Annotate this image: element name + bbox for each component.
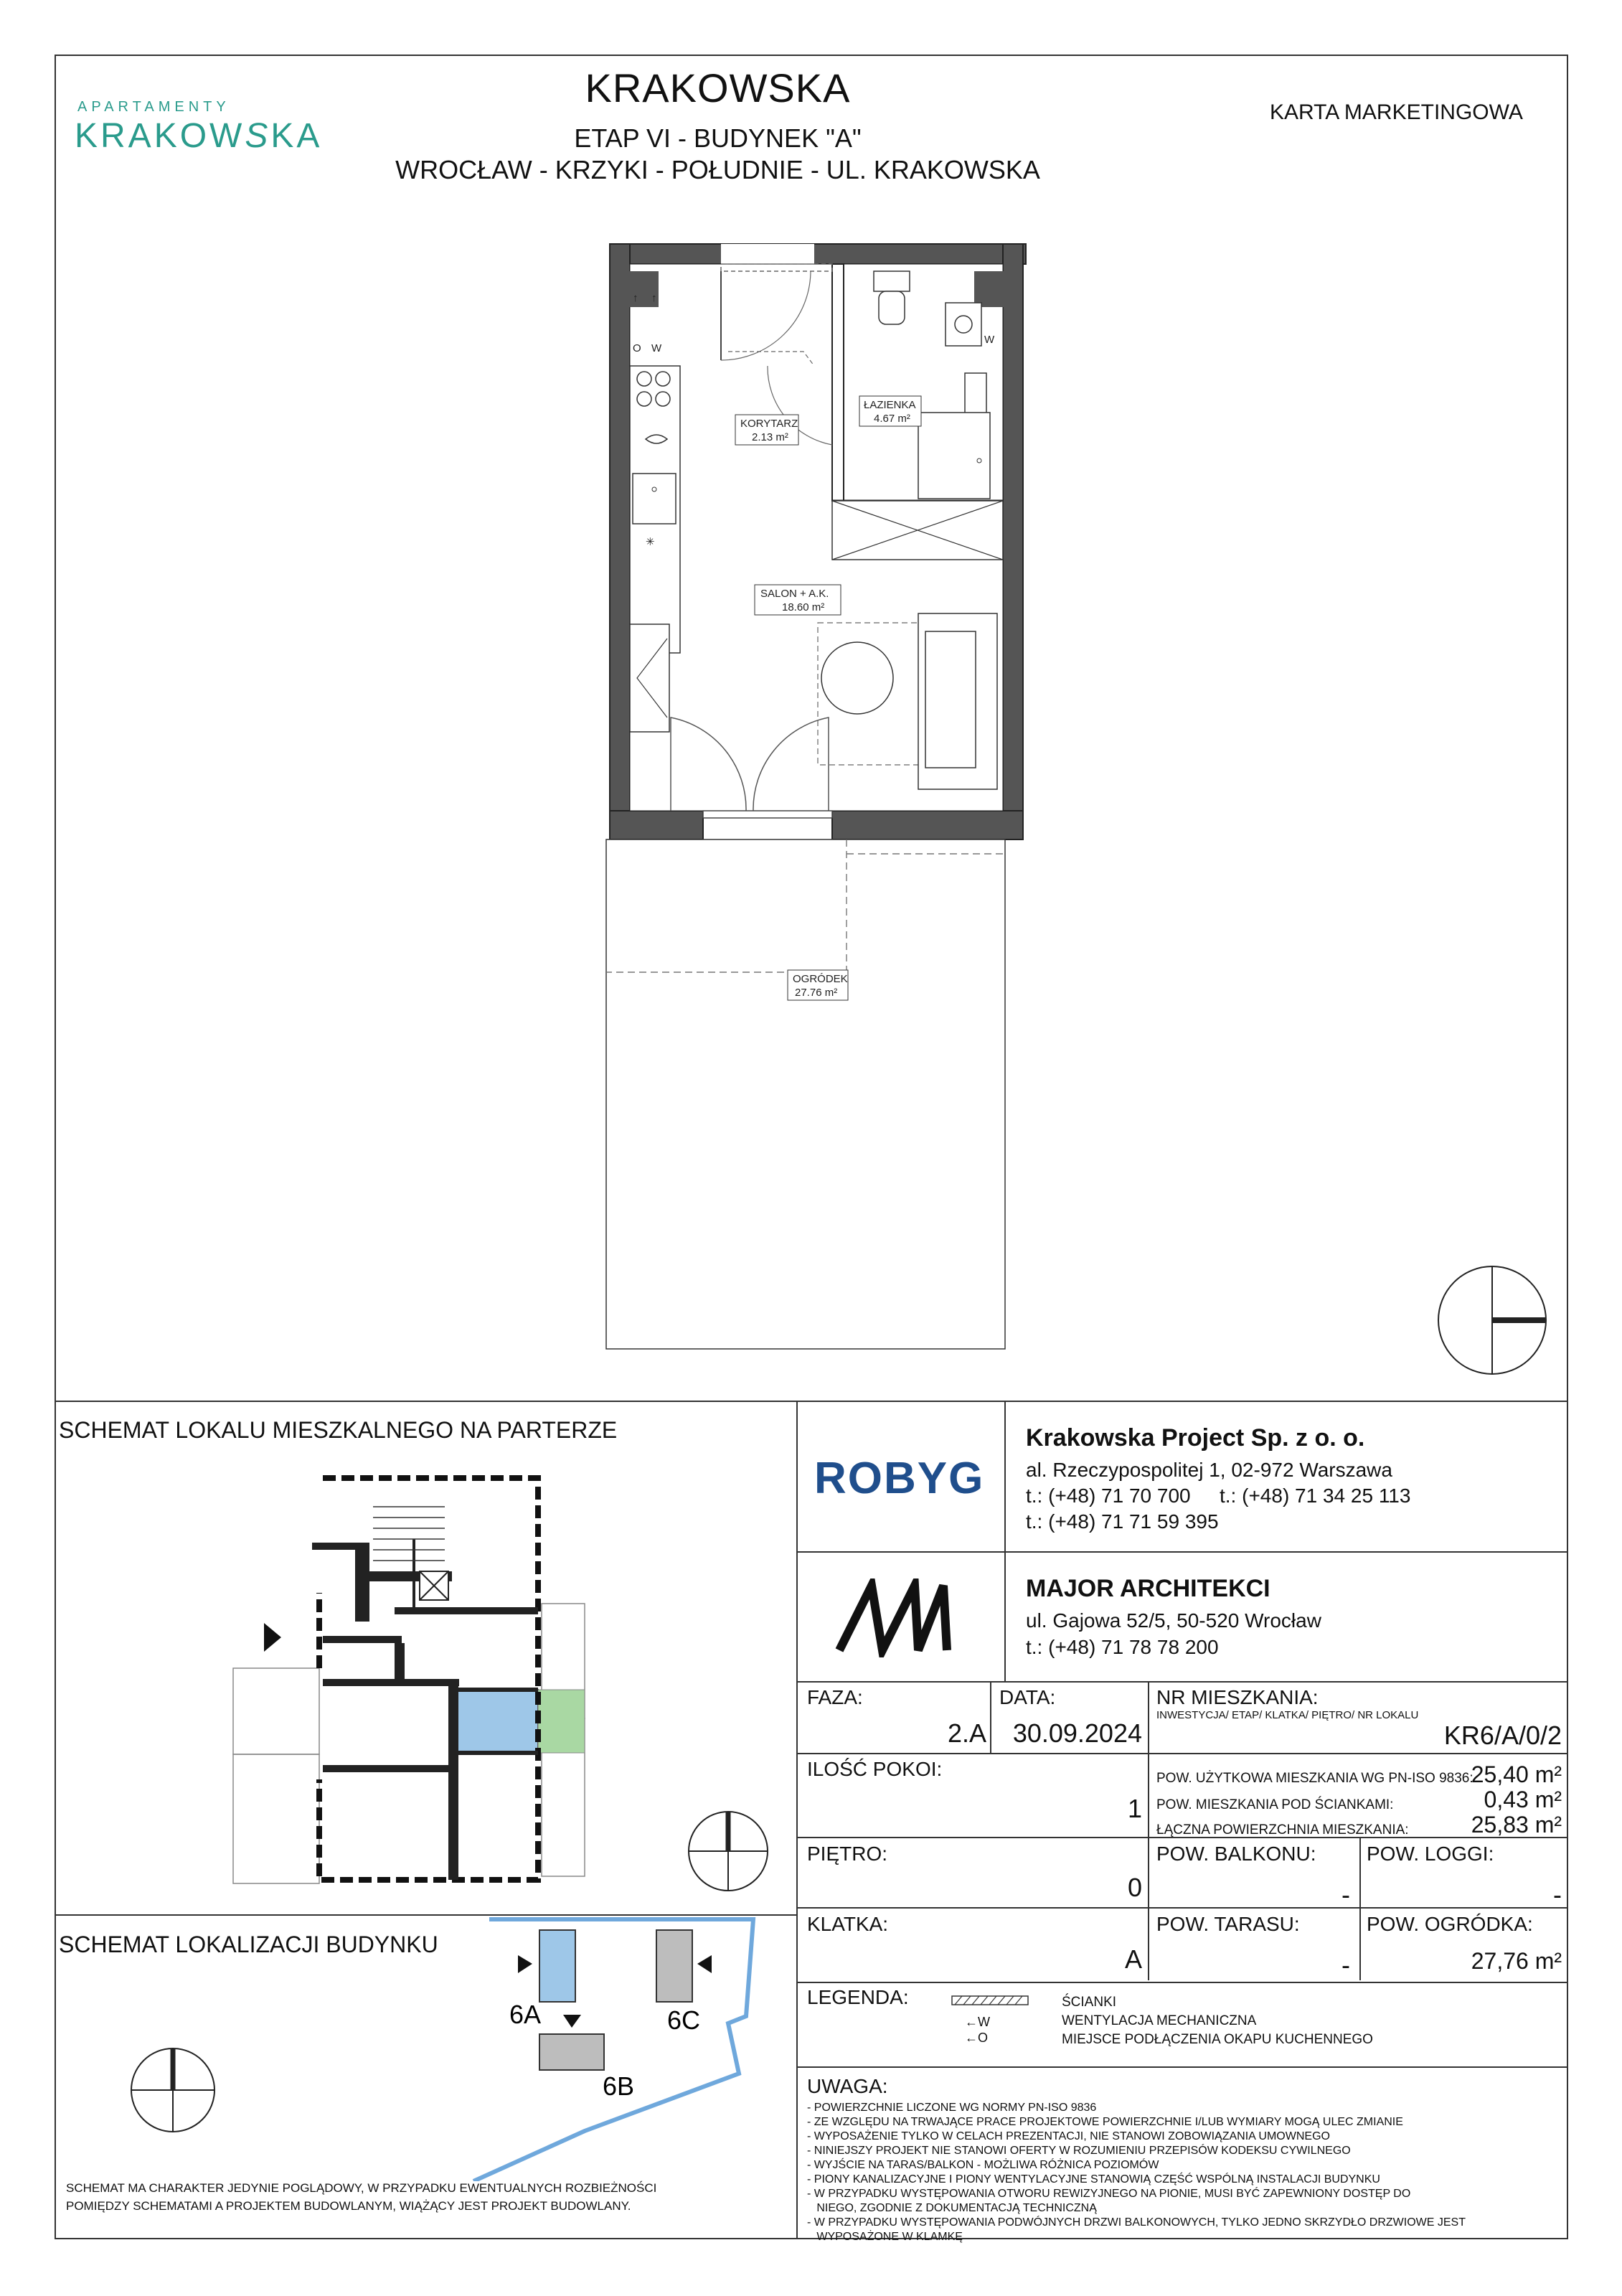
note-line: - NINIEJSZY PROJEKT NIE STANOWI OFERTY W ROZUMIENIU PRZEPISÓW KODEKSU CYWILNEGO bbox=[807, 2145, 1351, 2157]
legend-sym-w-text: W bbox=[978, 2015, 990, 2029]
divider-data-nr bbox=[1148, 1681, 1149, 1980]
label-6a: 6A bbox=[509, 2000, 542, 2029]
room-label-salon bbox=[755, 585, 841, 615]
disclaimer-line-2: POMIĘDZY SCHEMATAMI A PROJEKTEM BUDOWLANYM, WIĄŻĄCY JEST PROJEKT BUDOWLANY. bbox=[66, 2199, 631, 2213]
note-line: - PIONY KANALIZACYJNE I PIONY WENTYLACYJNE STANOWIĄ CZĘŚĆ WSPÓLNĄ INSTALACJI BUDYNKU bbox=[807, 2173, 1380, 2186]
floor-plan bbox=[588, 237, 1033, 1356]
svg-text:18.60 m²: 18.60 m² bbox=[782, 601, 825, 613]
divider-info-1 bbox=[796, 1753, 1568, 1754]
note-line: - POWIERZCHNIE LICZONE WG NORMY PN-ISO 9836 bbox=[807, 2102, 1097, 2114]
garden-door-threshold bbox=[703, 811, 832, 818]
entrance-6c-icon bbox=[697, 1955, 712, 1973]
bath-vent-label: W bbox=[984, 334, 995, 346]
room-label-korytarz bbox=[735, 415, 798, 445]
notes-title: UWAGA: bbox=[807, 2075, 888, 2097]
logo-top-text: APARTAMENTY bbox=[77, 99, 230, 115]
vent-label-o: O bbox=[633, 342, 641, 354]
corner-pillar-right bbox=[974, 271, 1010, 307]
divider-dev-arch bbox=[796, 1551, 1568, 1553]
area1-label: POW. UŻYTKOWA MIESZKANIA WG PN-ISO 9836: bbox=[1156, 1771, 1474, 1786]
developer-phone-1: t.: (+48) 71 70 700 bbox=[1026, 1485, 1191, 1507]
apartment-highlight bbox=[453, 1690, 538, 1753]
page-subtitle-2: WROCŁAW - KRZYKI - POŁUDNIE - UL. KRAKOWSKA bbox=[395, 155, 1040, 184]
svg-text:KORYTARZ: KORYTARZ bbox=[740, 418, 798, 430]
room-label-ogrodek bbox=[788, 970, 848, 1000]
note-line: - ZE WZGLĘDU NA TRWAJĄCE PRACE PROJEKTOWE POWIERZCHNIE I/LUB WYMIARY MOGĄ ULEC ZMIANIE bbox=[807, 2116, 1403, 2128]
logo-part-1: KRAKOW bbox=[75, 117, 245, 155]
entrance-6b-icon bbox=[563, 2015, 581, 2028]
divider-arch-info bbox=[796, 1681, 1568, 1683]
garden-highlight bbox=[538, 1690, 585, 1753]
tv-unit-icon bbox=[630, 624, 669, 732]
compass-location bbox=[128, 2045, 218, 2135]
divider-lower-mid bbox=[796, 1401, 798, 2239]
major-architekci-logo bbox=[832, 1578, 961, 1657]
page-subtitle-1: ETAP VI - BUDYNEK "A" bbox=[574, 123, 862, 153]
vent-label-w: W bbox=[651, 342, 662, 354]
note-line: - W PRZYPADKU WYSTĘPOWANIA OTWORU REWIZYJNEGO NA PIONIE, MUSI BYĆ ZAPEWNIONY DOSTĘP DO bbox=[807, 2188, 1411, 2200]
disclaimer-line-1: SCHEMAT MA CHARAKTER JEDYNIE POGLĄDOWY, W PRZYPADKU EWENTUALNYCH ROZBIEŻNOŚCI bbox=[66, 2181, 657, 2195]
floor-value: 0 bbox=[1127, 1873, 1142, 1902]
divider-logo-text-1 bbox=[1004, 1401, 1006, 1681]
balcony-label: POW. BALKONU: bbox=[1156, 1843, 1316, 1865]
building-6b bbox=[539, 2034, 604, 2070]
toilet-bowl-icon bbox=[879, 291, 905, 324]
area3-label: ŁĄCZNA POWIERZCHNIA MIESZKANIA: bbox=[1156, 1822, 1409, 1838]
svg-text:4.67 m²: 4.67 m² bbox=[874, 413, 910, 425]
nr-label: NR MIESZKANIA: bbox=[1156, 1686, 1319, 1708]
stairs-icon bbox=[373, 1507, 445, 1561]
developer-phone-2: t.: (+48) 71 34 25 113 bbox=[1220, 1485, 1411, 1507]
schema-location-title: SCHEMAT LOKALIZACJI BUDYNKU bbox=[59, 1932, 438, 1957]
divider-info-5 bbox=[796, 2066, 1568, 2068]
room-label-lazienka bbox=[859, 396, 921, 426]
divider-faza-data bbox=[990, 1681, 991, 1753]
legend-sym-o-text: O bbox=[978, 2031, 989, 2045]
sink-icon bbox=[946, 303, 981, 346]
building-6a bbox=[539, 1930, 575, 2002]
sofa-seat-icon bbox=[925, 631, 976, 768]
data-label: DATA: bbox=[999, 1686, 1056, 1708]
data-value: 30.09.2024 bbox=[1012, 1718, 1142, 1748]
developer-phone-3: t.: (+48) 71 71 59 395 bbox=[1026, 1510, 1219, 1533]
legend-title: LEGENDA: bbox=[807, 1986, 909, 2008]
vent-arrow-o: ↑ bbox=[633, 292, 638, 304]
robyg-logo: ROBYG bbox=[814, 1454, 985, 1503]
building-6c bbox=[656, 1930, 692, 2002]
label-6b: 6B bbox=[603, 2071, 635, 2101]
garden-outline bbox=[606, 839, 1005, 1349]
logo-part-2: KA bbox=[270, 117, 323, 155]
loggia-label: POW. LOGGI: bbox=[1367, 1843, 1494, 1865]
nr-sublabel: INWESTYCJA/ ETAP/ KLATKA/ PIĘTRO/ NR LOKALU bbox=[1156, 1709, 1419, 1721]
bathroom-wall bbox=[832, 264, 844, 501]
vent-arrow-w: ↑ bbox=[651, 292, 657, 304]
washing-machine-icon bbox=[965, 373, 986, 416]
loggia-value: - bbox=[1553, 1880, 1562, 1909]
legend-item-vent: WENTYLACJA MECHANICZNA bbox=[1062, 2013, 1257, 2028]
area2-label: POW. MIESZKANIA POD ŚCIANKAMI: bbox=[1156, 1797, 1394, 1812]
area1-value: 25,40 m² bbox=[1471, 1761, 1562, 1787]
note-line: - WYJŚCIE NA TARAS/BALKON - MOŻLIWA RÓŻNICA POZIOMÓW bbox=[807, 2159, 1159, 2171]
divider-info-4 bbox=[796, 1982, 1568, 1983]
svg-text:27.76 m²: 27.76 m² bbox=[795, 987, 838, 999]
schema-ground-plan bbox=[230, 1464, 660, 1909]
shower-tray-icon bbox=[918, 413, 990, 499]
entrance-arrow-icon bbox=[264, 1623, 281, 1652]
developer-address: al. Rzeczypospolitej 1, 02-972 Warszawa bbox=[1026, 1459, 1392, 1481]
compass-schema bbox=[685, 1808, 771, 1894]
svg-text:ŁAZIENKA: ŁAZIENKA bbox=[864, 399, 916, 411]
area2-value: 0,43 m² bbox=[1484, 1787, 1562, 1812]
note-line: WYPOSAŻONE W KLAMKĘ bbox=[807, 2231, 963, 2243]
legend-item-walls: ŚCIANKI bbox=[1062, 1995, 1117, 2010]
round-table-icon bbox=[821, 642, 893, 714]
garden-value: 27,76 m² bbox=[1471, 1948, 1562, 1974]
logo-part-s: S bbox=[245, 117, 271, 155]
svg-text:SALON + A.K.: SALON + A.K. bbox=[760, 588, 829, 600]
garden-label: POW. OGRÓDKA: bbox=[1367, 1913, 1533, 1935]
divider-balkon-loggia bbox=[1359, 1837, 1361, 1980]
rooms-value: 1 bbox=[1127, 1794, 1142, 1823]
terrace-value: - bbox=[1342, 1950, 1350, 1980]
legend-item-hood: MIEJSCE PODŁĄCZENIA OKAPU KUCHENNEGO bbox=[1062, 2032, 1373, 2047]
entry-door-gap bbox=[721, 244, 814, 264]
area3-value: 25,83 m² bbox=[1471, 1812, 1562, 1838]
stair-value: A bbox=[1124, 1944, 1142, 1974]
note-line: - WYPOSAŻENIE TYLKO W CELACH PREZENTACJI, NIE STANOWI ZOBOWIĄZANIA UMOWNEGO bbox=[807, 2130, 1330, 2142]
balcony-value: - bbox=[1342, 1880, 1350, 1909]
card-type-label: KARTA MARKETINGOWA bbox=[1270, 100, 1523, 124]
floor-label: PIĘTRO: bbox=[807, 1843, 888, 1865]
terrace-label: POW. TARASU: bbox=[1156, 1913, 1300, 1935]
svg-text:OGRÓDEK: OGRÓDEK bbox=[793, 973, 848, 985]
faza-value: 2.A bbox=[947, 1718, 986, 1748]
architect-phone: t.: (+48) 71 78 78 200 bbox=[1026, 1636, 1219, 1658]
toilet-icon bbox=[874, 271, 910, 291]
oven-icon bbox=[633, 474, 676, 524]
nr-value: KR6/A/0/2 bbox=[1443, 1721, 1562, 1750]
note-line: - W PRZYPADKU WYSTĘPOWANIA PODWÓJNYCH DRZWI BALKONOWYCH, TYLKO JEDNO SKRZYDŁO DRZWIOWE JEST bbox=[807, 2216, 1466, 2229]
schema-location-map bbox=[459, 1916, 775, 2181]
legend-wall-symbol bbox=[951, 1995, 1029, 2006]
svg-text:2.13 m²: 2.13 m² bbox=[752, 431, 788, 443]
fan-icon: ✳ bbox=[646, 536, 655, 548]
page-title: KRAKOWSKA bbox=[585, 65, 851, 110]
faza-label: FAZA: bbox=[807, 1686, 863, 1708]
legend-sym-o: ←O bbox=[965, 2031, 989, 2045]
note-line: NIEGO, ZGODNIE Z DOKUMENTACJĄ TECHNICZNĄ bbox=[807, 2202, 1097, 2214]
architect-address: ul. Gajowa 52/5, 50-520 Wrocław bbox=[1026, 1609, 1321, 1632]
notes-list bbox=[807, 2101, 1560, 2244]
divider-lower-top bbox=[55, 1401, 1568, 1402]
schema-ground-title: SCHEMAT LOKALU MIESZKALNEGO NA PARTERZE bbox=[59, 1417, 618, 1443]
stair-label: KLATKA: bbox=[807, 1913, 889, 1935]
developer-name: Krakowska Project Sp. z o. o. bbox=[1026, 1424, 1365, 1452]
entrance-6a-icon bbox=[518, 1955, 532, 1973]
architect-name: MAJOR ARCHITEKCI bbox=[1026, 1575, 1270, 1602]
rooms-label: ILOŚĆ POKOI: bbox=[807, 1758, 943, 1780]
compass-top bbox=[1431, 1259, 1553, 1381]
legend-sym-w: ←W bbox=[965, 2015, 990, 2029]
label-6c: 6C bbox=[667, 2005, 701, 2035]
